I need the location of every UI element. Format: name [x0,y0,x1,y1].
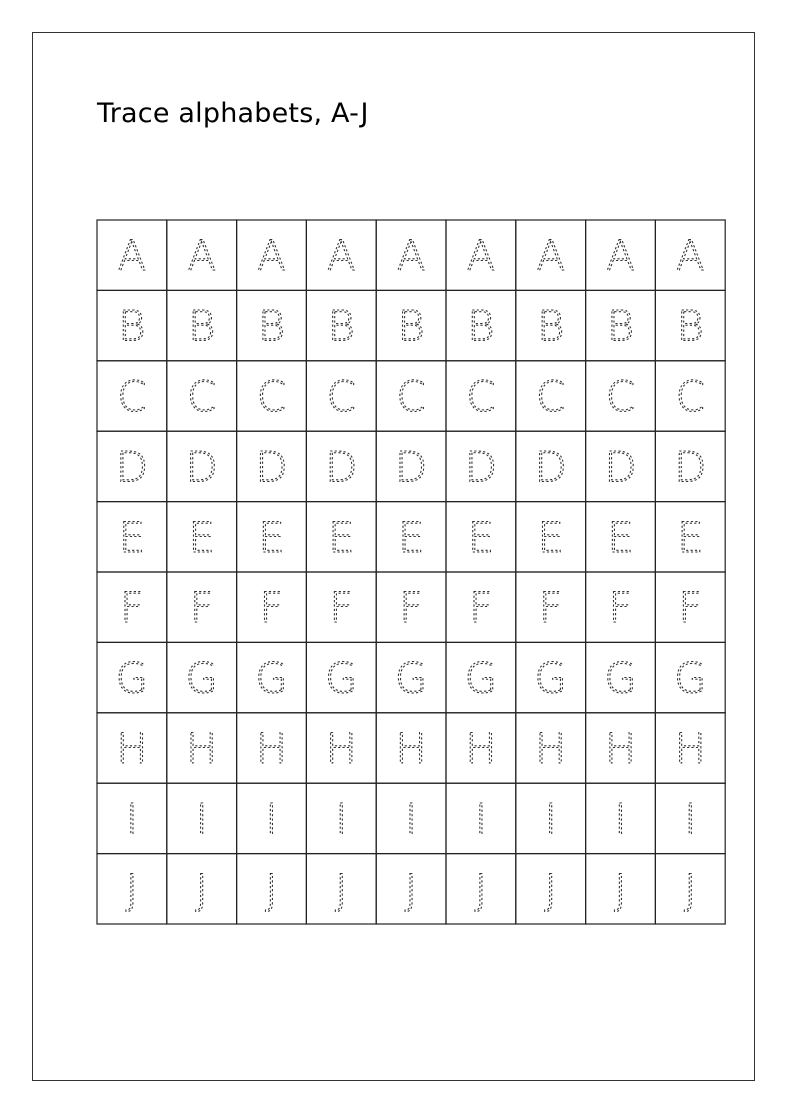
letter-row-h [97,713,725,783]
dotted-letter-j: J [684,864,697,914]
dotted-letter-c: C [117,372,147,421]
dotted-letter-f: F [259,583,284,633]
worksheet-title: Trace alphabets, A-J [97,98,369,129]
dotted-letter-j: J [614,864,627,914]
dotted-letter-i: I [544,794,557,844]
dotted-letter-a: A [117,231,147,281]
dotted-letter-h: H [395,724,427,773]
dotted-letter-f: F [538,583,563,633]
dotted-letter-f: F [189,583,214,633]
letter-row-b [97,290,725,360]
dotted-letter-a: A [466,231,496,281]
dotted-letter-a: A [187,231,217,281]
dotted-letter-c: C [256,372,287,421]
dotted-letter-f: F [329,583,354,633]
dotted-letter-j: J [404,864,418,914]
dotted-letter-e: E [467,512,495,562]
letter-row-g [97,642,725,712]
dotted-letter-c: C [396,372,426,421]
dotted-letter-e: E [118,512,146,562]
letter-row-d [97,431,725,501]
dotted-letter-c: C [326,372,356,421]
dotted-letter-j: J [195,864,208,914]
dotted-letter-d: D [464,442,498,492]
dotted-letter-g: G [115,653,149,703]
dotted-letter-j: J [544,864,557,914]
dotted-letter-a: A [396,231,426,281]
dotted-letter-c: C [536,372,566,421]
dotted-letter-g: G [185,653,218,703]
dotted-letter-c: C [466,372,496,421]
dotted-letter-h: H [325,724,358,773]
dotted-letter-b: B [467,301,495,351]
dotted-letter-d: D [394,442,428,492]
dotted-letter-i: I [125,794,139,844]
dotted-letter-i: I [265,794,278,844]
dotted-letter-f: F [399,583,424,633]
dotted-letter-j: J [125,864,139,914]
dotted-letter-d: D [674,442,707,492]
dotted-letter-d: D [115,442,149,492]
dotted-letter-j: J [474,864,488,914]
dotted-letter-g: G [534,653,567,703]
letter-row-a [97,220,725,290]
dotted-letter-e: E [258,512,285,562]
letter-row-f [97,572,725,642]
dotted-letter-a: A [257,231,286,281]
dotted-letter-e: E [677,512,704,562]
dotted-letter-e: E [537,512,564,562]
dotted-letter-a: A [536,231,566,281]
dotted-letter-a: A [606,231,635,281]
dotted-letter-g: G [604,653,637,703]
dotted-letter-f: F [608,583,633,633]
dotted-letter-h: H [465,724,497,773]
dotted-letter-i: I [335,794,348,844]
dotted-letter-e: E [397,512,425,562]
dotted-letter-g: G [674,653,707,703]
dotted-letter-g: G [394,653,428,703]
dotted-letter-h: H [534,724,567,773]
dotted-letter-f: F [468,583,493,633]
letter-row-j [97,854,725,924]
dotted-letter-i: I [404,794,418,844]
dotted-letter-j: J [265,864,278,914]
letter-row-e [97,502,725,572]
dotted-letter-b: B [327,301,356,351]
dotted-letter-i: I [684,794,697,844]
dotted-letter-d: D [325,442,358,492]
dotted-letter-a: A [326,231,356,281]
dotted-letter-d: D [255,442,288,492]
dotted-letter-a: A [675,231,705,281]
letter-row-i [97,783,725,853]
dotted-letter-h: H [185,724,218,773]
dotted-letter-e: E [607,512,634,562]
dotted-letter-b: B [397,301,425,351]
dotted-letter-f: F [678,583,703,633]
dotted-letter-b: B [536,301,565,351]
dotted-letter-h: H [674,724,707,773]
dotted-letter-b: B [606,301,635,351]
tracing-grid [96,219,726,935]
dotted-letter-h: H [604,724,637,773]
dotted-letter-d: D [604,442,637,492]
letter-row-c [97,361,725,431]
dotted-letter-e: E [328,512,355,562]
dotted-letter-j: J [335,864,348,914]
dotted-letter-h: H [116,724,148,773]
dotted-letter-e: E [188,512,215,562]
dotted-letter-c: C [675,372,705,421]
dotted-letter-g: G [464,653,498,703]
dotted-letter-i: I [195,794,208,844]
dotted-letter-b: B [257,301,286,351]
dotted-letter-b: B [187,301,216,351]
dotted-letter-h: H [255,724,288,773]
dotted-letter-b: B [676,301,705,351]
dotted-letter-g: G [325,653,358,703]
dotted-letter-f: F [119,583,144,633]
dotted-letter-g: G [255,653,288,703]
dotted-letter-c: C [605,372,636,421]
dotted-letter-i: I [614,794,627,844]
dotted-letter-d: D [534,442,567,492]
dotted-letter-d: D [185,442,218,492]
dotted-letter-c: C [187,372,217,421]
dotted-letter-i: I [474,794,488,844]
dotted-letter-b: B [118,301,146,351]
